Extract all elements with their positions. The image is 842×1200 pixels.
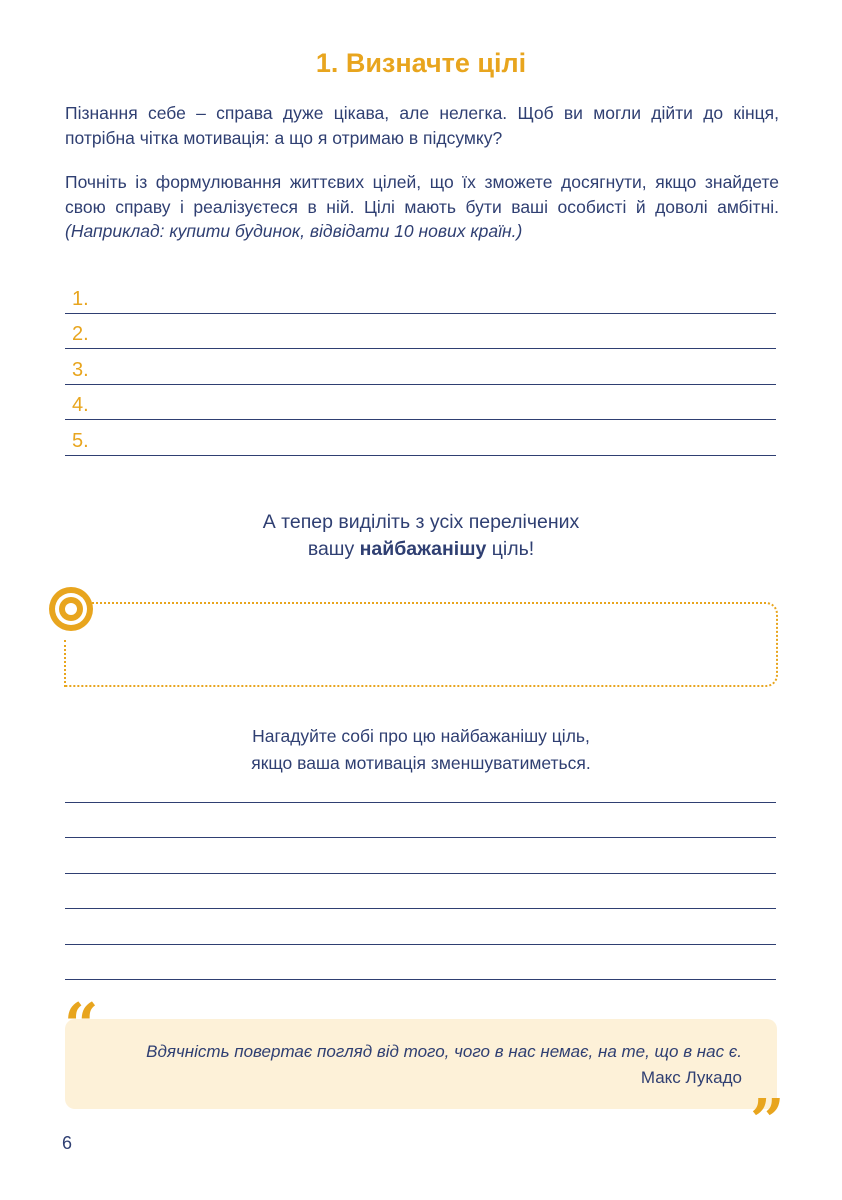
goal-number: 2. [72, 323, 89, 345]
intro-paragraph-1: Пізнання себе – справа дуже цікава, але нелегка. Щоб ви могли дійти до кінця, потрібна чітка мотивація: а що я отримаю в підсумку? [65, 103, 779, 148]
open-quote-icon: “ [64, 991, 99, 1061]
highlight-line-2-post: ціль! [486, 538, 535, 560]
highlight-line-2 [0, 536, 842, 563]
note-line[interactable] [65, 767, 776, 803]
goal-number: 5. [72, 429, 89, 452]
quote-text: Вдячність повертає погляд від того, чого в нас немає, на те, що в нас є. [146, 1042, 742, 1061]
goal-line-5[interactable] [65, 420, 776, 456]
highlight-line-1: А тепер виділіть з усіх перелічених [262, 511, 580, 533]
reminder-line-1: Нагадуйте собі про цю найбажанішу ціль, [252, 726, 590, 746]
reminder-line-2: якщо ваша мотивація зменшуватиметься. [251, 753, 591, 773]
note-line[interactable] [65, 838, 776, 874]
page-title: 1. Визначте цілі [315, 48, 527, 78]
close-quote-icon: ” [750, 1087, 785, 1157]
goals-list [65, 278, 776, 456]
quote-box [65, 1019, 777, 1109]
goal-line-4[interactable] [65, 385, 776, 421]
highlight-line-2-pre: вашу [307, 538, 360, 560]
top-goal-input-box[interactable] [64, 602, 778, 687]
goal-line-3[interactable] [65, 349, 776, 385]
goal-line-2[interactable] [65, 314, 776, 350]
target-icon [48, 586, 94, 632]
page-number: 6 [62, 1133, 73, 1153]
quote-author: Макс Лукадо [640, 1068, 742, 1087]
goal-line-1[interactable] [65, 278, 776, 314]
note-line[interactable] [65, 945, 776, 981]
goal-number: 3. [72, 358, 89, 381]
highlight-instruction [0, 509, 842, 563]
note-line[interactable] [65, 909, 776, 945]
quote [146, 1039, 742, 1091]
top-goal-box-left-edge [64, 640, 66, 687]
intro-paragraph-2 [65, 170, 779, 244]
example-text: (Наприклад: купити будинок, відвідати 10 нових країн.) [65, 221, 523, 241]
highlight-bold-word: найбажанішу [359, 538, 487, 560]
note-line[interactable] [65, 803, 776, 839]
goal-number: 4. [72, 394, 89, 416]
intro-paragraph-2-text: Почніть із формулювання життєвих цілей, що їх зможете досягнути, якщо знайдете свою справу і реалізуєтеся в ній. Цілі мають бути ваші особисті й доволі амбітні. [65, 172, 779, 217]
notes-lines [65, 767, 776, 980]
goal-number: 1. [72, 287, 89, 310]
note-line[interactable] [65, 874, 776, 910]
